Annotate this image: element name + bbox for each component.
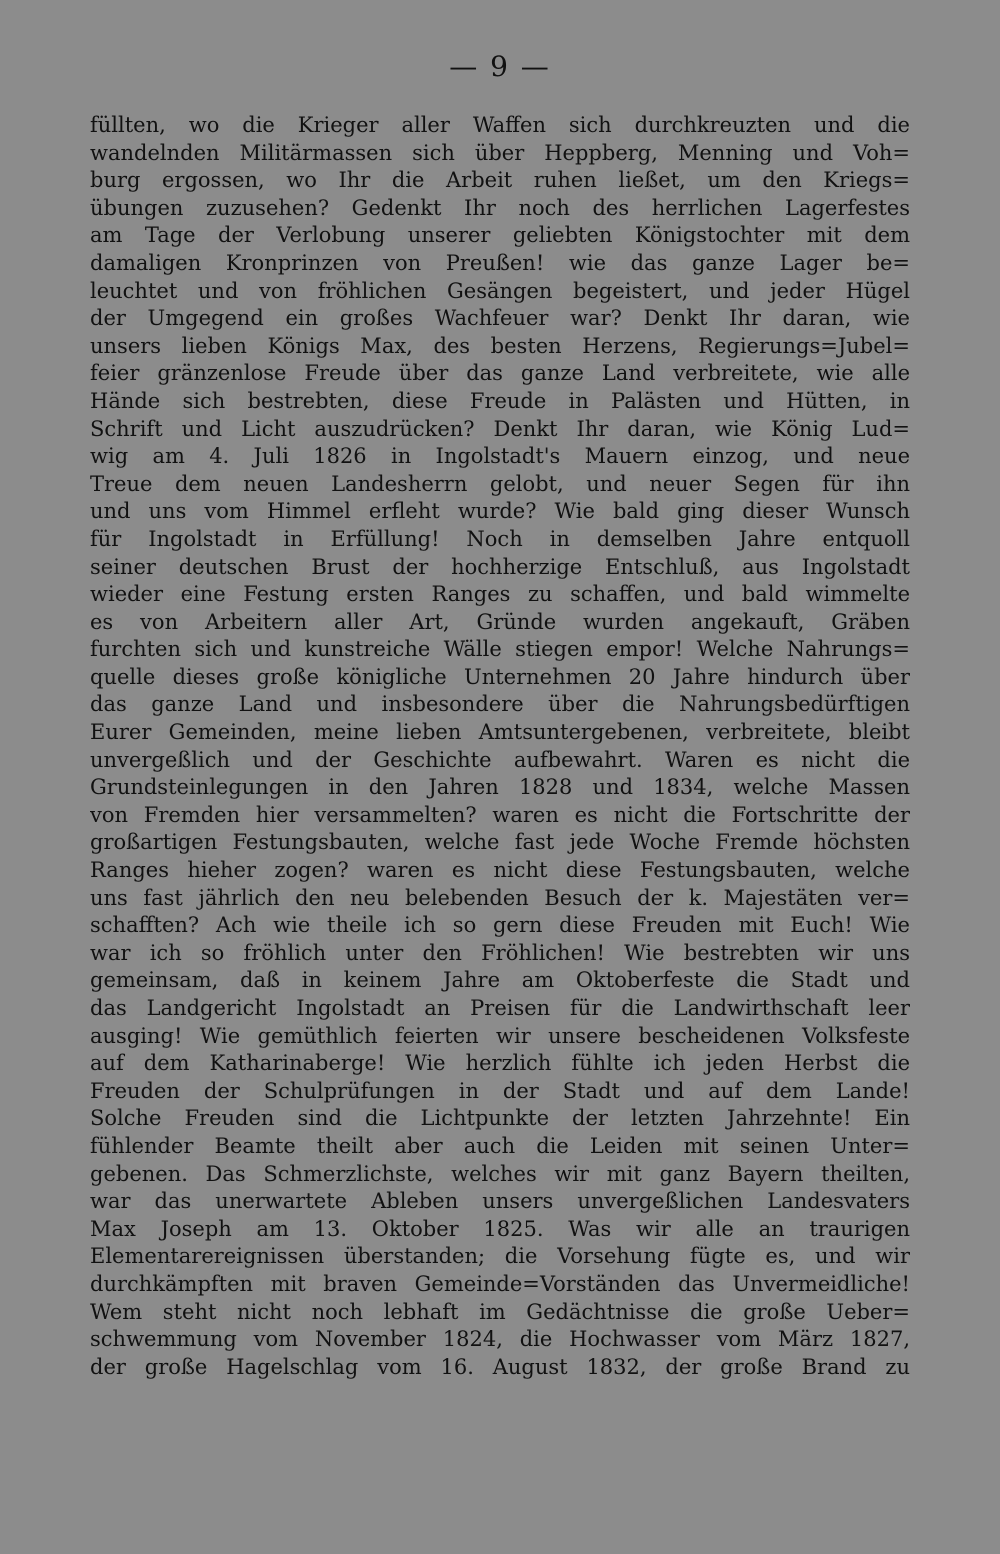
text-line: schwemmung vom November 1824, die Hochwasser vom März 1827, — [90, 1327, 910, 1352]
body-text — [90, 112, 910, 1381]
text-line: und uns vom Himmel erfleht wurde? Wie bald ging dieser Wunsch — [90, 499, 910, 524]
text-line: unsers lieben Königs Max, des besten Herzens, Regierungs=Jubel= — [90, 333, 910, 358]
text-line: Eurer Gemeinden, meine lieben Amtsuntergebenen, verbreitete, bleibt — [90, 720, 910, 745]
text-line: es von Arbeitern aller Art, Gründe wurden angekauft, Gräben — [90, 609, 910, 634]
text-line: leuchtet und von fröhlichen Gesängen begeistert, und jeder Hügel — [90, 278, 910, 303]
text-line: der Umgegend ein großes Wachfeuer war? Denkt Ihr daran, wie — [90, 306, 910, 331]
text-line: das ganze Land und insbesondere über die Nahrungsbedürftigen — [90, 692, 910, 717]
text-line: füllten, wo die Krieger aller Waffen sich durchkreuzten und die — [90, 113, 910, 137]
text-line: feier gränzenlose Freude über das ganze Land verbreitete, wie alle — [90, 361, 910, 386]
text-line: das Landgericht Ingolstadt an Preisen für die Landwirthschaft leer — [90, 996, 910, 1020]
text-line: uns fast jährlich den neu belebenden Besuch der k. Majestäten ver= — [90, 885, 910, 910]
text-line: Elementarereignissen überstanden; die Vorsehung fügte es, und wir — [90, 1244, 910, 1269]
text-line: burg ergossen, wo Ihr die Arbeit ruhen ließet, um den Kriegs= — [90, 168, 910, 193]
text-line: übungen zuzusehen? Gedenkt Ihr noch des herrlichen Lagerfestes — [90, 195, 910, 220]
text-line: Solche Freuden sind die Lichtpunkte der letzten Jahrzehnte! Ein — [90, 1106, 910, 1131]
text-line: damaligen Kronprinzen von Preußen! wie das ganze Lager be= — [90, 250, 910, 275]
text-line: für Ingolstadt in Erfüllung! Noch in demselben Jahre entquoll — [90, 526, 910, 551]
text-line: auf dem Katharinaberge! Wie herzlich fühlte ich jeden Herbst die — [90, 1051, 910, 1076]
text-line: war das unerwartete Ableben unsers unvergeßlichen Landesvaters — [90, 1189, 910, 1214]
text-line: am Tage der Verlobung unserer geliebten Königstochter mit dem — [90, 223, 910, 248]
text-line: war ich so fröhlich unter den Fröhlichen! Wie bestrebten wir uns — [90, 940, 910, 965]
text-line: gemeinsam, daß in keinem Jahre am Oktoberfeste die Stadt und — [90, 968, 910, 993]
text-line: ausging! Wie gemüthlich feierten wir unsere bescheidenen Volksfeste — [90, 1023, 910, 1048]
text-line: Treue dem neuen Landesherrn gelobt, und neuer Segen für ihn — [90, 471, 910, 496]
text-line: durchkämpften mit braven Gemeinde=Vorständen das Unvermeidliche! — [90, 1271, 910, 1296]
text-line: wandelnden Militärmassen sich über Heppberg, Menning und Voh= — [90, 140, 910, 165]
text-line: schafften? Ach wie theile ich so gern diese Freuden mit Euch! Wie — [90, 913, 910, 938]
text-line: wieder eine Festung ersten Ranges zu schaffen, und bald wimmelte — [90, 582, 910, 607]
text-line: fühlender Beamte theilt aber auch die Leiden mit seinen Unter= — [90, 1133, 910, 1158]
text-line: quelle dieses große königliche Unternehmen 20 Jahre hindurch über — [90, 664, 910, 689]
text-line: Ranges hieher zogen? waren es nicht diese Festungsbauten, welche — [90, 858, 910, 883]
text-line: unvergeßlich und der Geschichte aufbewahrt. Waren es nicht die — [90, 747, 910, 772]
text-line: seiner deutschen Brust der hochherzige Entschluß, aus Ingolstadt — [90, 554, 910, 579]
text-line: gebenen. Das Schmerzlichste, welches wir mit ganz Bayern theilten, — [90, 1161, 910, 1186]
text-line: furchten sich und kunstreiche Wälle stiegen empor! Welche Nahrungs= — [90, 637, 910, 662]
text-line: Grundsteinlegungen in den Jahren 1828 und 1834, welche Massen — [90, 775, 910, 800]
text-line: Max Joseph am 13. Oktober 1825. Was wir alle an traurigen — [90, 1216, 910, 1241]
text-line: von Fremden hier versammelten? waren es nicht die Fortschritte der — [90, 802, 910, 827]
page-number: — 9 — — [449, 50, 551, 83]
text-line: großartigen Festungsbauten, welche fast jede Woche Fremde höchsten — [90, 830, 910, 855]
text-line: Schrift und Licht auszudrücken? Denkt Ihr daran, wie König Lud= — [90, 416, 910, 441]
text-line: Wem steht nicht noch lebhaft im Gedächtnisse die große Ueber= — [90, 1299, 910, 1324]
text-line: Freuden der Schulprüfungen in der Stadt und auf dem Lande! — [90, 1078, 910, 1103]
text-line: der große Hagelschlag vom 16. August 1832, der große Brand zu — [90, 1354, 910, 1379]
text-line: wig am 4. Juli 1826 in Ingolstadt's Mauern einzog, und neue — [90, 444, 910, 469]
text-line: Hände sich bestrebten, diese Freude in Palästen und Hütten, in — [90, 388, 910, 413]
